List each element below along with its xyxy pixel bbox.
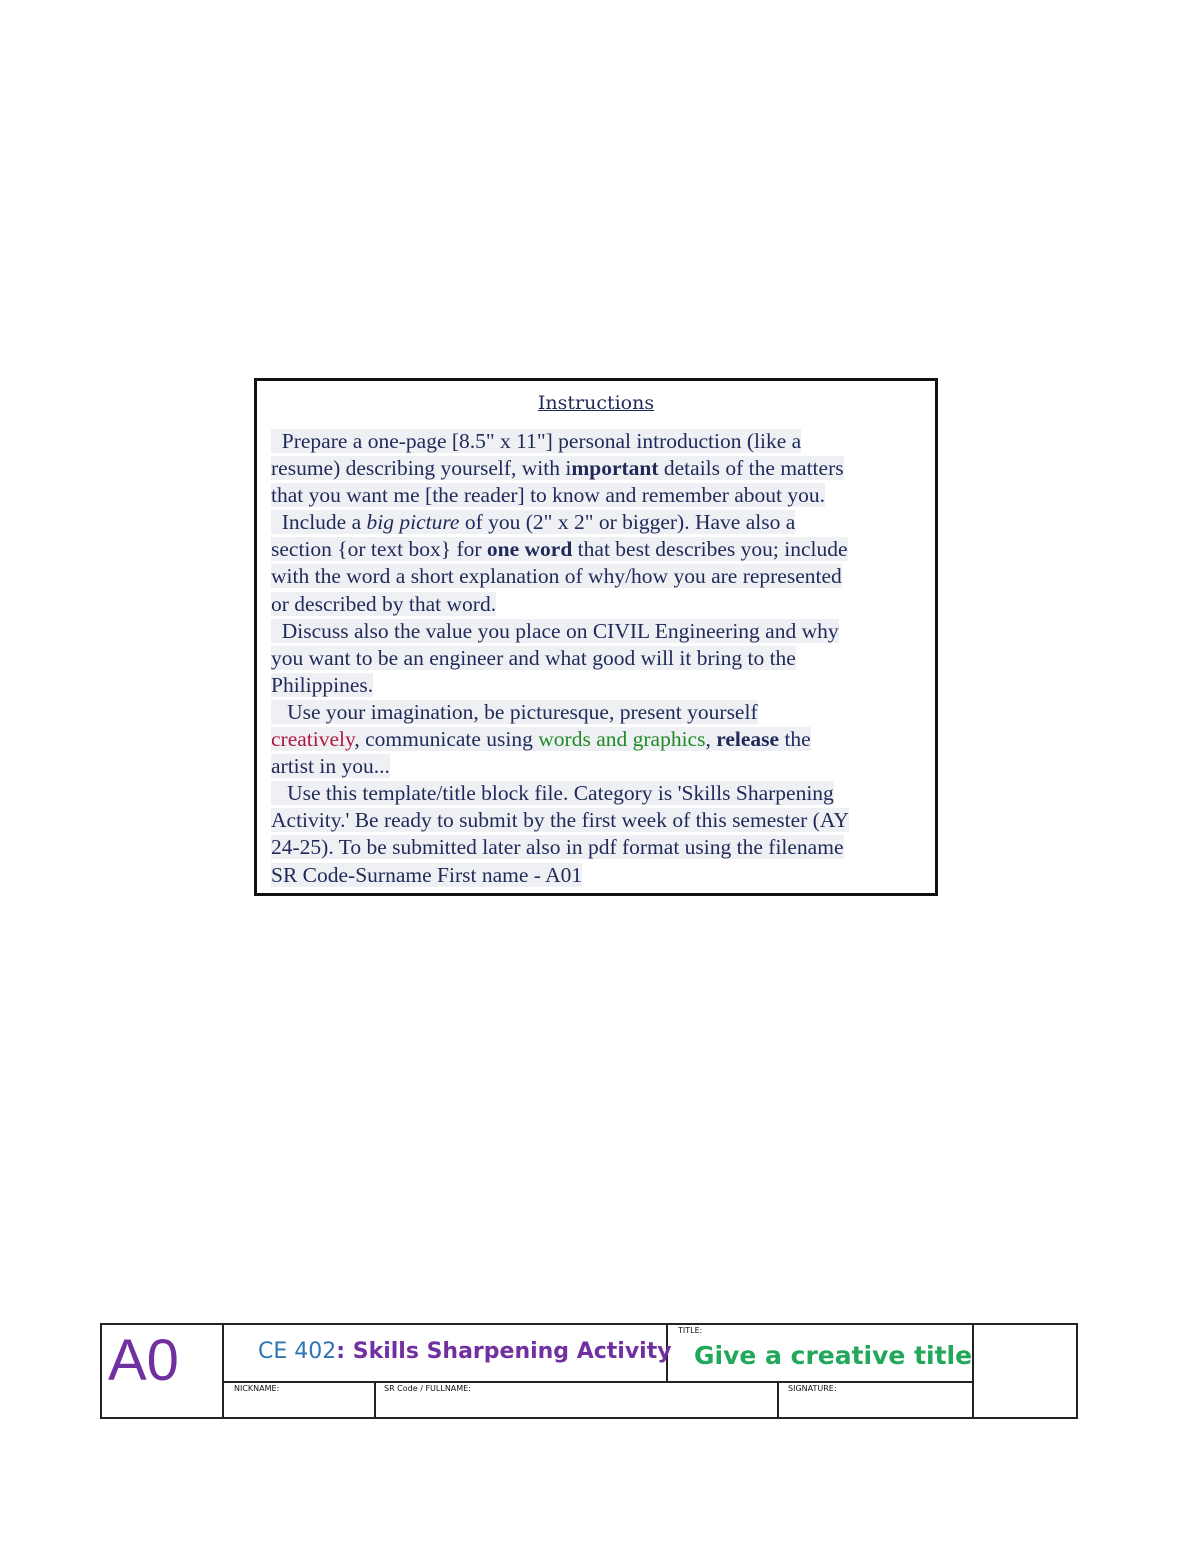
instr-emphasis: big picture [366,510,460,535]
instr-text: SR Code-Surname First name - A01 [271,862,583,887]
instr-text: the [779,727,811,752]
instr-line [271,780,931,807]
activity-name: Skills Sharpening Activity [352,1339,672,1364]
instr-text: Include a [281,510,367,535]
instr-text: artist in you... [271,754,390,779]
instr-emphasis: words and graphics [538,727,706,752]
instr-text: that best describes you; include [572,537,848,562]
instr-line [271,482,931,509]
instructions-heading: Instructions [537,392,655,414]
divider [100,1323,102,1419]
divider [100,1323,1078,1325]
instr-text: Discuss also the value you place on CIVIL Engineering and why [281,618,839,643]
instr-emphasis: mportant [571,456,659,481]
divider [1076,1323,1078,1419]
instr-line [271,726,931,753]
instr-text: 24-25). To be submitted later also in pdf format using the filename [271,835,844,860]
course-code: CE 402 [258,1339,337,1364]
instr-emphasis: creatively [271,727,355,752]
divider [972,1323,974,1419]
instr-text: you want to be an engineer and what good will it bring to the [271,645,796,670]
instr-text: with the word a short explanation of why/how you are represented [271,564,842,589]
instr-line [271,753,931,780]
divider [777,1381,779,1419]
instr-text: resume) describing yourself, with i [271,456,572,481]
instr-line [271,672,931,699]
instr-line [271,834,931,861]
divider [222,1323,224,1419]
instr-line [271,428,931,455]
instr-line [271,645,931,672]
nickname-label: NICKNAME: [234,1384,280,1393]
instr-line [271,455,931,482]
divider [374,1381,376,1419]
instr-line [271,509,931,536]
instr-line [271,618,931,645]
course-title [258,1337,672,1367]
srcode-label: SR Code / FULLNAME: [384,1384,471,1393]
instr-text: , communicate using [354,727,539,752]
instr-text: , [705,727,717,752]
instr-line [271,563,931,590]
title-label: TITLE: [678,1326,703,1335]
drawing-code: A0 [108,1328,179,1393]
instr-text: that you want me [the reader] to know and remember about you. [271,483,826,508]
divider [100,1417,1078,1419]
instructions-box [254,378,938,896]
title-block [100,1323,1078,1419]
signature-label: SIGNATURE: [788,1384,837,1393]
divider [222,1381,974,1383]
instr-text: Philippines. [271,672,374,697]
instr-emphasis: one word [486,537,573,562]
instr-line [271,699,931,726]
instr-text: section {or text box} for [271,537,487,562]
instr-text: Activity.' Be ready to submit by the first week of this semester (AY [271,808,849,833]
instr-line [271,807,931,834]
instr-text: of you (2" x 2" or bigger). Have also a [459,510,796,535]
instr-line [271,536,931,563]
course-separator: : [336,1339,353,1364]
title-value: Give a creative title [694,1341,973,1370]
instr-emphasis: release [716,727,780,752]
instr-line [271,591,931,618]
instr-line [271,862,931,889]
instr-text: Use your imagination, be picturesque, present yourself [287,699,758,724]
instr-text: Prepare a one-page [8.5" x 11"] personal introduction (like a [281,429,802,453]
instructions-text [271,428,931,889]
instr-text: or described by that word. [271,591,497,616]
instr-text: Use this template/title block file. Category is 'Skills Sharpening [287,781,834,806]
instr-text: details of the matters [658,456,844,481]
